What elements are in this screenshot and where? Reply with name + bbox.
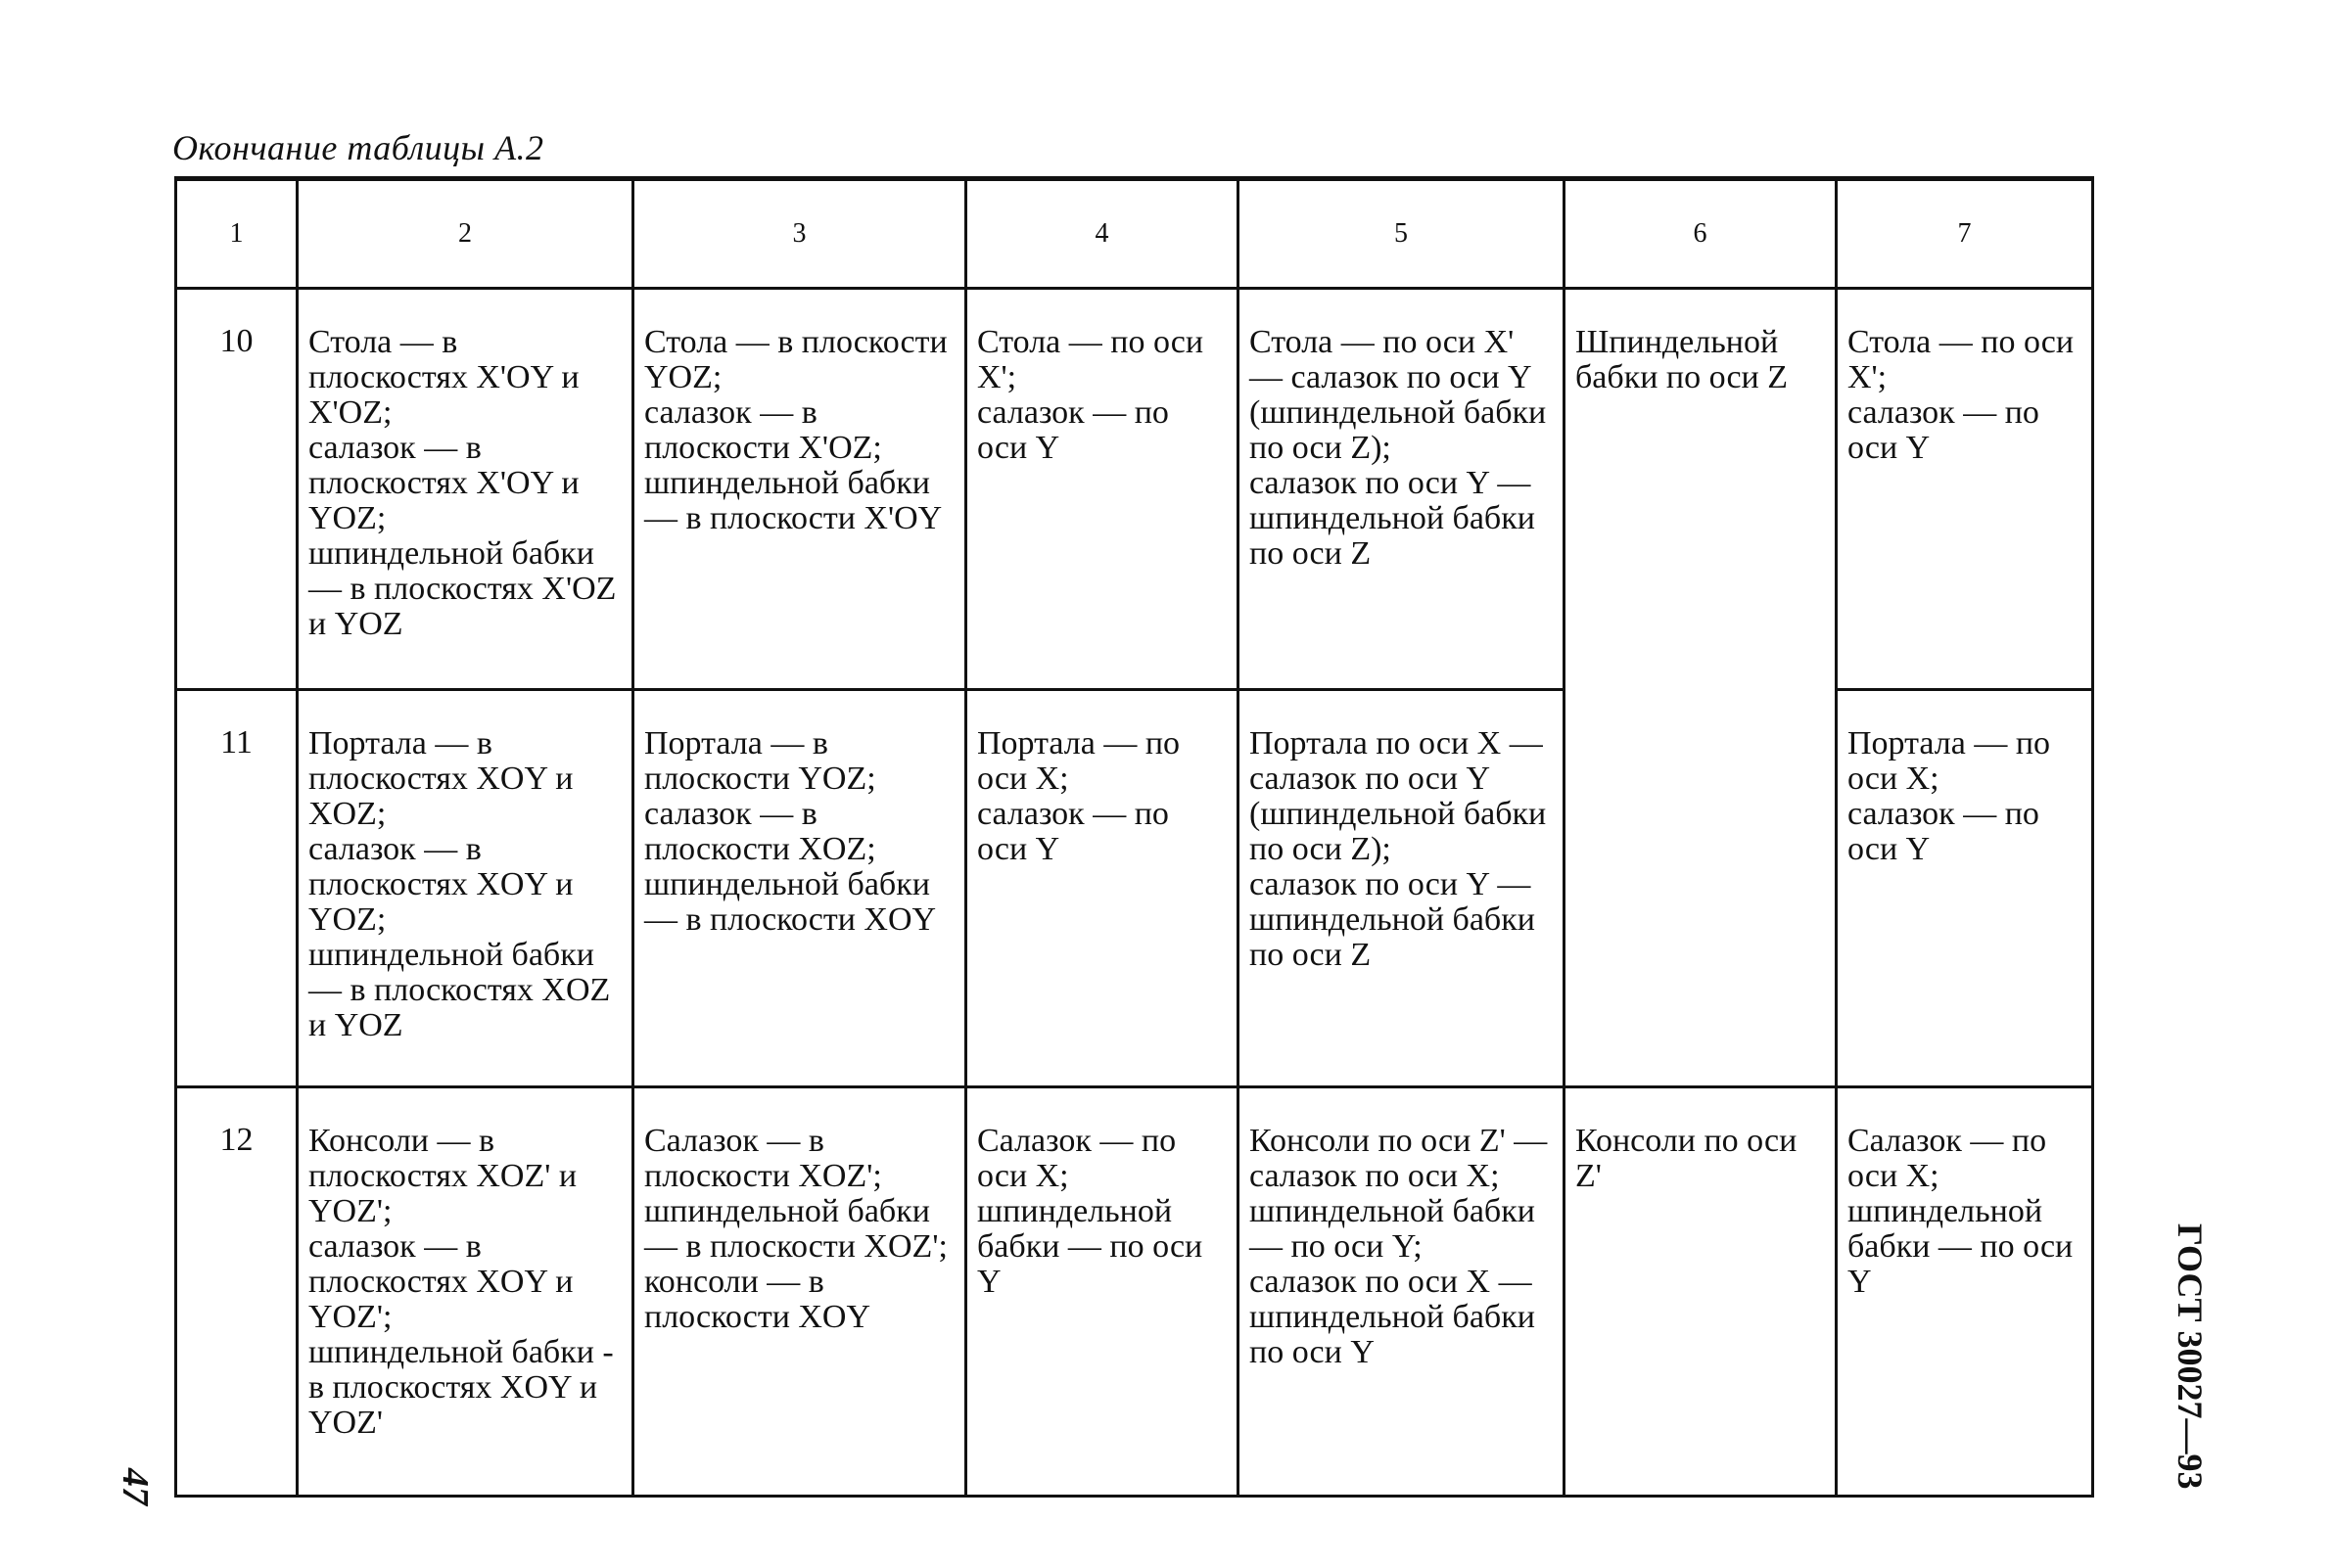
table-cell: Консоли по оси Z' (1564, 1087, 1837, 1497)
table-cell: Портала — в плоскости YOZ; салазок — в плоскости XOZ; шпиндельной бабки — в плоскости XOY (633, 690, 966, 1087)
gost-standard-label: ГОСТ 30027—93 (2171, 1223, 2210, 1490)
column-header: 6 (1564, 179, 1837, 289)
column-header: 1 (176, 179, 298, 289)
table-row (176, 289, 2093, 690)
table-cell: Портала — по оси X; салазок — по оси Y (1837, 690, 2093, 1087)
page-number: 47 (115, 1468, 156, 1505)
table-row (176, 1087, 2093, 1497)
table-cell: Стола — по оси X'; салазок — по оси Y (1837, 289, 2093, 690)
table-cell: Портала — в плоскостях XOY и XOZ; салазок — в плоскостях XOY и YOZ; шпиндельной бабки — в плоскостях XOZ и YOZ (298, 690, 633, 1087)
table-cell: Стола — в плоскости YOZ; салазок — в плоскости X'OZ; шпиндельной бабки — в плоскости X'OY (633, 289, 966, 690)
table-cell: Портала по оси X — салазок по оси Y (шпиндельной бабки по оси Z); салазок по оси Y — шпиндельной бабки по оси Z (1238, 690, 1564, 1087)
table-header-row (176, 179, 2093, 289)
table-cell: Стола — в плоскостях X'OY и X'OZ; салазок — в плоскостях X'OY и YOZ; шпиндельной бабки — в плоскостях X'OZ и YOZ (298, 289, 633, 690)
column-header: 4 (966, 179, 1238, 289)
table-caption: Окончание таблицы А.2 (172, 128, 544, 167)
table-cell: Салазок — по оси X; шпиндельной бабки — по оси Y (966, 1087, 1238, 1497)
table-cell: Салазок — в плоскости XOZ'; шпиндельной бабки — в плоскости XOZ'; консоли — в плоскости XOY (633, 1087, 966, 1497)
table-cell: Салазок — по оси X; шпиндельной бабки — по оси Y (1837, 1087, 2093, 1497)
row-number: 11 (176, 690, 298, 1087)
table-cell: Шпиндельной бабки по оси Z (1564, 289, 1837, 1087)
column-header: 7 (1837, 179, 2093, 289)
table-cell: Консоли по оси Z' — салазок по оси X; шпиндельной бабки — по оси Y; салазок по оси X — шпиндельной бабки по оси Y (1238, 1087, 1564, 1497)
table-cell: Консоли — в плоскостях XOZ' и YOZ'; салазок — в плоскостях XOY и YOZ'; шпиндельной бабки - в плоскостях XOY и YOZ' (298, 1087, 633, 1497)
table-cell: Стола — по оси X' — салазок по оси Y (шпиндельной бабки по оси Z); салазок по оси Y — шпиндельной бабки по оси Z (1238, 289, 1564, 690)
row-number: 12 (176, 1087, 298, 1497)
column-header: 5 (1238, 179, 1564, 289)
table-cell: Стола — по оси X'; салазок — по оси Y (966, 289, 1238, 690)
table-cell: Портала — по оси X; салазок — по оси Y (966, 690, 1238, 1087)
column-header: 2 (298, 179, 633, 289)
row-number: 10 (176, 289, 298, 690)
data-table (174, 176, 2094, 1498)
column-header: 3 (633, 179, 966, 289)
